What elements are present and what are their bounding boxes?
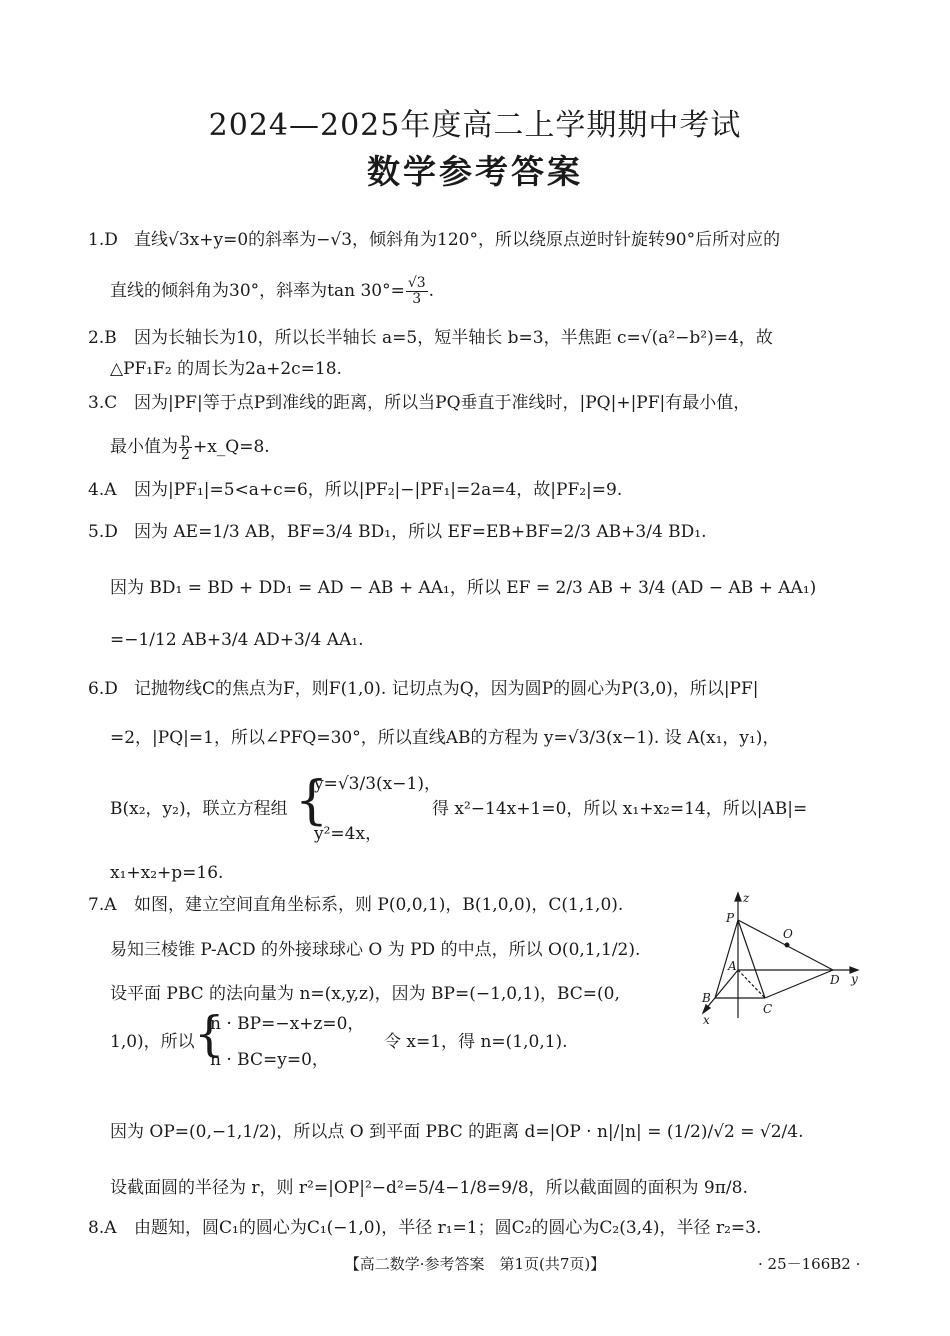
edge-cd xyxy=(765,970,833,998)
system-equation-2: n · BC=y=0， xyxy=(210,1050,329,1070)
answer-7-line-3: 设平面 PBC 的法向量为 n=(x,y,z)，因为 BP=(−1,0,1)，BC=(0, xyxy=(110,984,620,1004)
answer-7-line-5: 因为 OP=(0,−1,1/2)，所以点 O 到平面 PBC 的距离 d=|OP · n|/|n| = (1/2)/√2 = √2/4. xyxy=(110,1122,804,1142)
z-axis-arrow xyxy=(735,893,741,901)
label-d: D xyxy=(830,973,840,987)
answer-6-line-2: =2，|PQ|=1，所以∠PFQ=30°，所以直线AB的方程为 y=√3/3(x−1). 设 A(x₁，y₁)， xyxy=(110,728,780,748)
page-subtitle: 数学参考答案 xyxy=(367,152,583,191)
system-equation-1: n · BP=−x+z=0， xyxy=(210,1014,365,1034)
answer-text: 如图，建立空间直角坐标系，则 P(0,0,1)，B(1,0,0)，C(1,1,0). xyxy=(134,895,624,915)
answer-number: 5.D xyxy=(88,522,118,542)
answer-number: 2.B xyxy=(88,328,117,348)
answer-3-line-2 xyxy=(110,432,270,463)
answer-6-line-3a: B(x₂，y₂)，联立方程组 xyxy=(110,799,288,819)
answer-5-line-1 xyxy=(88,520,707,544)
answer-text: 由题知，圆C₁的圆心为C₁(−1,0)，半径 r₁=1；圆C₂的圆心为C₂(3,4)，半径 r₂=3. xyxy=(134,1218,762,1238)
fraction: $\frac{√3}{3}$ xyxy=(407,275,426,307)
answer-1-line-1 xyxy=(88,228,780,252)
edge-ac xyxy=(738,970,765,998)
answer-text: 直线的倾斜角为30°，斜率为tan 30°= xyxy=(110,281,405,301)
document-code: · 25－166B2 · xyxy=(758,1255,861,1273)
answer-4-line-1 xyxy=(88,478,622,502)
answer-2-line-2: △PF₁F₂ 的周长为2a+2c=18. xyxy=(110,359,342,379)
page-footer: 【高二数学·参考答案 第1页(共7页)】 xyxy=(344,1255,606,1273)
answer-2-line-1 xyxy=(88,326,773,350)
system-brace: { xyxy=(295,771,329,831)
answer-7-line-6: 设截面圆的半径为 r，则 r²=|OP|²−d²=5/4−1/8=9/8，所以截面圆的面积为 9π/8. xyxy=(110,1178,748,1198)
label-x: x xyxy=(703,1013,710,1025)
answer-number: 8.A xyxy=(88,1218,117,1238)
answer-number: 6.D xyxy=(88,679,118,699)
answer-3-line-1 xyxy=(88,391,750,415)
answer-5-line-3: =−1/12 AB+3/4 AD+3/4 AA₁. xyxy=(110,630,364,650)
label-a: A xyxy=(728,959,737,973)
answer-6-line-1 xyxy=(88,677,759,701)
answer-6-line-3b: 得 x²−14x+1=0，所以 x₁+x₂=14，所以|AB|= xyxy=(432,799,808,819)
answer-text: +x_Q=8. xyxy=(192,437,270,457)
answer-text: 记抛物线C的焦点为F，则F(1,0). 记切点为Q，因为圆P的圆心为P(3,0)，所以|PF| xyxy=(134,679,759,699)
answer-7-line-4a: 1,0)，所以 xyxy=(110,1032,195,1052)
label-b: B xyxy=(702,991,711,1005)
answer-7-line-4b: 令 x=1，得 n=(1,0,1). xyxy=(384,1032,568,1052)
answer-number: 3.C xyxy=(88,393,118,413)
answer-text: 因为长轴长为10，所以长半轴长 a=5，短半轴长 b=3，半焦距 c=√(a²−b²)=4，故 xyxy=(134,328,773,348)
answer-number: 7.A xyxy=(88,895,117,915)
answer-7-line-2: 易知三棱锥 P-ACD 的外接球球心 O 为 PD 的中点，所以 O(0,1,1/2). xyxy=(110,940,641,960)
x-axis-arrow xyxy=(703,1005,710,1013)
answer-number: 1.D xyxy=(88,230,118,250)
answer-6-line-4: x₁+x₂+p=16. xyxy=(110,863,224,883)
tetrahedron-figure xyxy=(695,890,865,1025)
answer-7-line-1 xyxy=(88,893,623,917)
point-o xyxy=(785,943,790,948)
answer-text: 最小值为 xyxy=(110,437,178,457)
answer-5-line-2: 因为 BD₁ = BD + DD₁ = AD − AB + AA₁，所以 EF = 2/3 AB + 3/4 (AD − AB + AA₁) xyxy=(110,578,817,598)
answer-text: . xyxy=(428,281,435,301)
answer-1-line-2 xyxy=(110,276,434,307)
system-equation-1: y=√3/3(x−1)， xyxy=(314,774,441,794)
system-equation-2: y²=4x， xyxy=(314,824,383,844)
page-title: 2024—2025年度高二上学期期中考试 xyxy=(208,108,742,143)
label-o: O xyxy=(783,927,793,941)
label-y: y xyxy=(851,972,858,986)
answer-text: 因为 AE=1/3 AB，BF=3/4 BD₁，所以 EF=EB+BF=2/3 AB+3/4 BD₁. xyxy=(134,522,707,542)
answer-8-line-1 xyxy=(88,1216,761,1240)
answer-number: 4.A xyxy=(88,480,117,500)
label-z: z xyxy=(743,891,750,905)
answer-text: 因为|PF|等于点P到准线的距离，所以当PQ垂直于准线时，|PQ|+|PF|有最小值， xyxy=(134,393,751,413)
label-c: C xyxy=(763,1002,773,1016)
fraction: $\frac{p}{2}$ xyxy=(181,431,190,463)
system-brace: { xyxy=(194,1006,225,1062)
answer-text: 因为|PF₁|=5<a+c=6，所以|PF₂|−|PF₁|=2a=4，故|PF₂|=9. xyxy=(134,480,623,500)
label-p: P xyxy=(726,911,735,925)
answer-text: 直线√3x+y=0的斜率为−√3，倾斜角为120°，所以绕原点逆时针旋转90°后所对应的 xyxy=(134,230,781,250)
